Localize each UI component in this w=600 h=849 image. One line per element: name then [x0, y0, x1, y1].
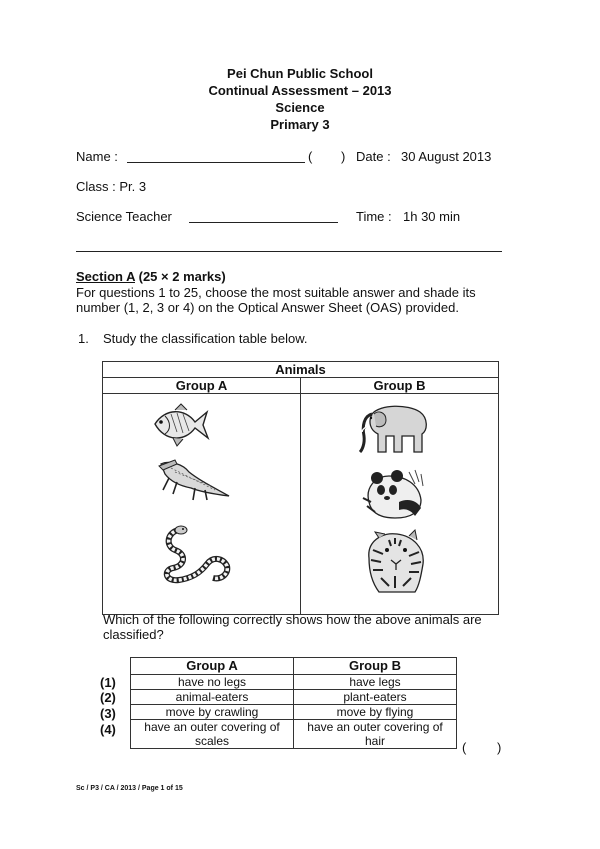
elephant-icon	[356, 400, 434, 456]
section-marks: (25 × 2 marks)	[138, 269, 226, 284]
option-row-1	[131, 675, 457, 690]
panda-icon	[359, 462, 431, 520]
option-number-1[interactable]: (1)	[100, 675, 116, 690]
options-header-b: Group B	[294, 658, 457, 675]
instruction-line-2: number (1, 2, 3 or 4) on the Optical Answer Sheet (OAS) provided.	[76, 300, 459, 315]
assessment-title: Continual Assessment – 2013	[208, 83, 392, 98]
tiger-icon	[359, 528, 433, 596]
name-label: Name :	[76, 149, 118, 164]
option-2-a: animal-eaters	[131, 690, 294, 705]
answer-box[interactable]	[470, 740, 492, 756]
option-row-3	[131, 705, 457, 720]
date-value: 30 August 2013	[401, 149, 492, 164]
classification-table	[102, 361, 499, 615]
question-number: 1.	[78, 331, 89, 346]
instruction-line-1: For questions 1 to 25, choose the most suitable answer and shade its	[76, 285, 476, 300]
question-prompt-line-1: Which of the following correctly shows how the above animals are	[103, 612, 482, 627]
option-3-a: move by crawling	[131, 705, 294, 720]
option-3-b: move by flying	[294, 705, 457, 720]
page-footer: Sc / P3 / CA / 2013 / Page 1 of 15	[76, 785, 183, 792]
options-header-a: Group A	[131, 658, 294, 675]
class-label: Class : Pr. 3	[76, 179, 147, 194]
option-1-b: have legs	[294, 675, 457, 690]
crocodile-icon	[155, 456, 233, 506]
option-1-a: have no legs	[131, 675, 294, 690]
fish-icon	[151, 402, 211, 448]
group-b-header: Group B	[301, 378, 499, 394]
teacher-label: Science Teacher	[76, 209, 172, 224]
date-label: Date :	[356, 149, 391, 164]
option-number-4[interactable]: (4)	[100, 722, 116, 737]
index-paren-open: (	[308, 149, 313, 164]
index-paren-close: )	[341, 149, 346, 164]
group-b-cell	[301, 394, 499, 615]
option-row-4	[131, 720, 457, 749]
option-4-a: have an outer covering of scales	[131, 720, 294, 749]
time-label: Time :	[356, 209, 392, 224]
question-prompt-line-2: classified?	[103, 627, 164, 642]
option-4-b: have an outer covering of hair	[294, 720, 457, 749]
group-a-header: Group A	[103, 378, 301, 394]
section-title: Section A	[76, 269, 135, 284]
option-number-2[interactable]: (2)	[100, 690, 116, 705]
option-row-2	[131, 690, 457, 705]
section-heading	[76, 269, 226, 284]
teacher-field[interactable]	[189, 222, 338, 223]
options-table	[130, 657, 457, 749]
time-value: 1h 30 min	[403, 209, 461, 224]
table-title: Animals	[103, 362, 499, 378]
answer-bracket-open: (	[462, 740, 467, 755]
header-divider	[76, 251, 502, 252]
option-2-b: plant-eaters	[294, 690, 457, 705]
level-title: Primary 3	[270, 117, 330, 132]
subject-title: Science	[275, 100, 325, 115]
question-text: Study the classification table below.	[103, 331, 308, 346]
snake-icon	[161, 522, 233, 586]
school-name: Pei Chun Public School	[227, 66, 373, 81]
group-a-cell	[103, 394, 301, 615]
option-number-3[interactable]: (3)	[100, 706, 116, 721]
answer-bracket-close: )	[497, 740, 502, 755]
name-field[interactable]	[127, 162, 305, 163]
